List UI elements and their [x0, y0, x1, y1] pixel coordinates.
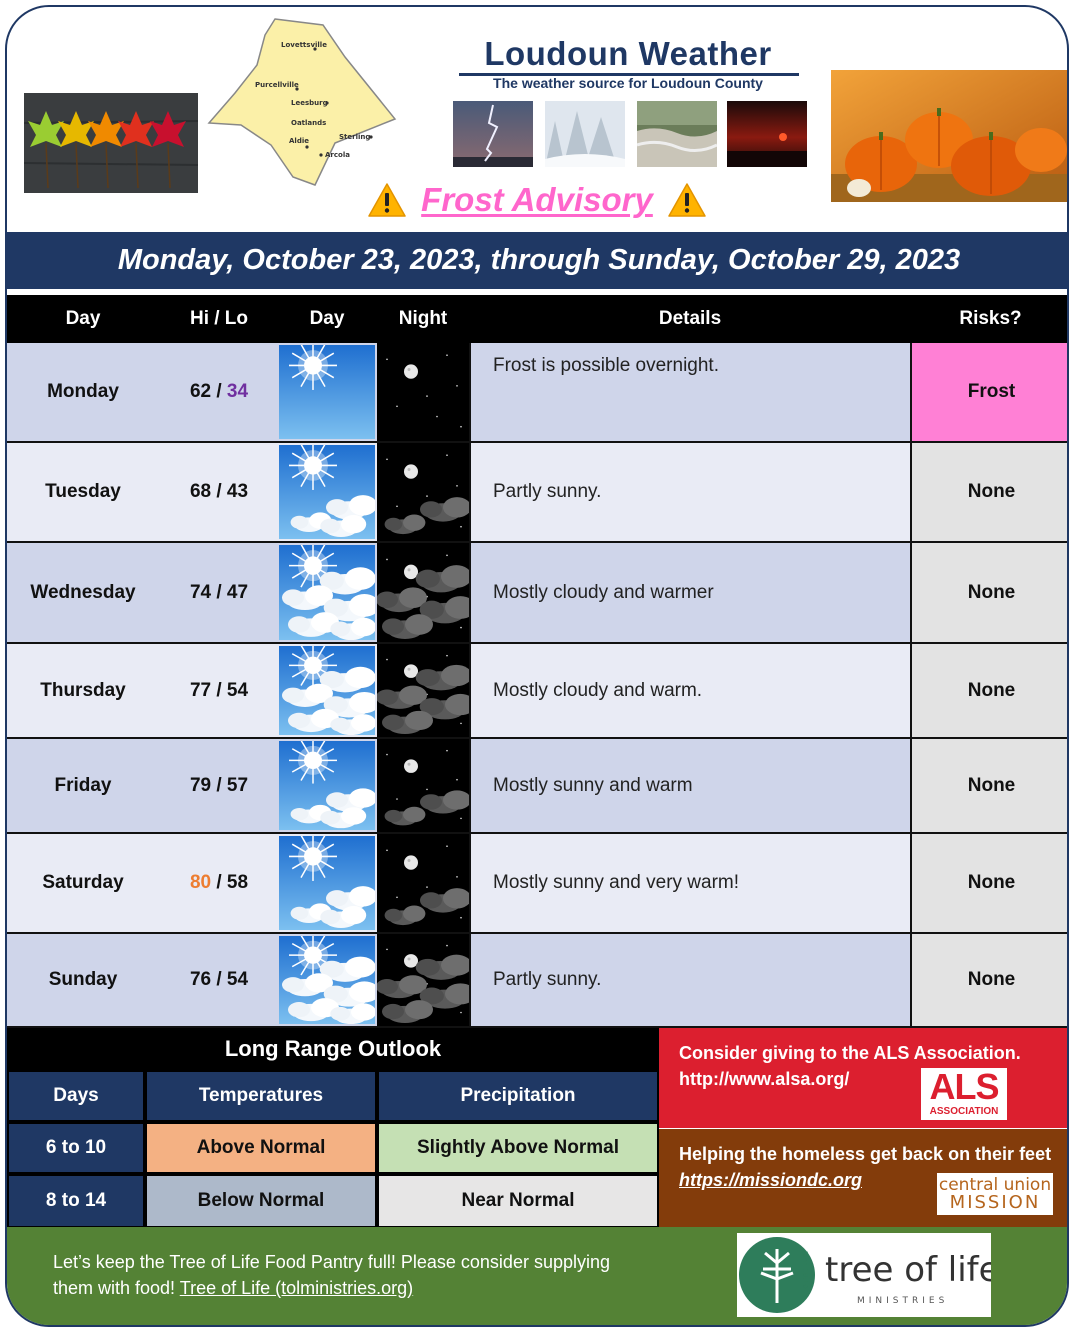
row-hi: 68: [189, 481, 212, 502]
row-hilo-sep: /: [216, 774, 222, 796]
forecast-row: [7, 443, 1069, 543]
forecast-row: [7, 543, 1069, 644]
row-hilo: [159, 934, 279, 1026]
svg-text:John 10:10: John 10:10: [801, 1251, 809, 1289]
row-lo: 57: [226, 774, 249, 796]
loudoun-county-map: [205, 15, 401, 191]
forecast-row: [7, 739, 1069, 834]
sunset-image: [727, 101, 807, 167]
mostly-cloudy-icon: [279, 934, 375, 1026]
sunny-icon: [279, 343, 375, 441]
row-details: Partly sunny.: [493, 481, 602, 502]
autumn-leaves-image: [24, 93, 198, 193]
row-lo: 43: [226, 481, 249, 502]
outlook-precip-cell: Near Normal: [379, 1176, 657, 1226]
forecast-row: [7, 644, 1069, 739]
row-hi: 74: [189, 581, 212, 603]
central-union-mission-logo: central union MISSION: [938, 1175, 1052, 1213]
mission-donation-box: [659, 1129, 1069, 1227]
row-lo: 54: [226, 969, 249, 990]
forecast-row: [7, 343, 1069, 443]
als-donation-box: [659, 1028, 1069, 1128]
mission-appeal-text: Helping the homeless get back on their feet: [679, 1144, 1052, 1164]
als-link[interactable]: http://www.alsa.org/: [679, 1069, 850, 1089]
partly-sunny-icon: [279, 739, 375, 832]
mission-link[interactable]: https://missiondc.org: [679, 1170, 863, 1190]
row-details: Mostly cloudy and warmer: [493, 581, 714, 603]
header-hilo: Hi / Lo: [189, 308, 249, 329]
partly-cloudy-night-icon: [377, 739, 469, 832]
row-hi: 80: [189, 872, 212, 893]
cloudy-night-icon: [377, 934, 469, 1026]
outlook-table: [7, 1070, 659, 1228]
outlook-temp-cell: Below Normal: [147, 1176, 375, 1226]
partly-cloudy-night-icon: [377, 834, 469, 932]
row-hilo: [159, 343, 279, 441]
header-day: Day: [65, 308, 101, 329]
lightning-image: [453, 101, 533, 167]
forecast-row: [7, 834, 1069, 934]
site-subtitle: The weather source for Loudoun County: [493, 75, 763, 91]
row-day: Monday: [47, 381, 119, 402]
svg-text:Arcola: Arcola: [325, 151, 350, 159]
mostly-cloudy-icon: [279, 543, 375, 642]
row-details: Partly sunny.: [493, 969, 602, 990]
row-hilo-sep: /: [216, 969, 222, 990]
mostly-cloudy-icon: [279, 644, 375, 737]
row-hi: 79: [189, 774, 212, 796]
row-lo: 34: [226, 381, 249, 402]
row-risk: None: [910, 543, 1069, 642]
outlook-header-temperatures: Temperatures: [147, 1072, 375, 1120]
row-lo: 54: [226, 679, 249, 701]
warning-icon: [667, 182, 707, 218]
cloudy-night-icon: [377, 644, 469, 737]
als-association-logo: ALS ASSOCIATION: [921, 1068, 1007, 1120]
row-hilo-sep: /: [216, 872, 222, 893]
header-day-icon: Day: [309, 308, 345, 329]
row-risk: None: [910, 443, 1069, 541]
svg-text:Purcellville: Purcellville: [255, 81, 299, 89]
svg-text:Sterling: Sterling: [339, 133, 371, 141]
footer-appeal-text: Let’s keep the Tree of Life Food Pantry full! Please consider supplying them with food!: [53, 1252, 610, 1298]
row-hilo: [159, 644, 279, 737]
row-hilo: [159, 834, 279, 932]
row-hi: 76: [189, 969, 212, 990]
row-day: Wednesday: [30, 581, 136, 603]
row-hilo-sep: /: [216, 581, 222, 603]
row-risk: None: [910, 834, 1069, 932]
svg-text:MINISTRIES: MINISTRIES: [857, 1296, 949, 1306]
partly-sunny-icon: [279, 834, 375, 932]
svg-text:Oatlands: Oatlands: [291, 119, 327, 127]
outlook-header-days: Days: [9, 1072, 143, 1120]
row-hi: 77: [189, 679, 212, 701]
svg-text:Lovettsville: Lovettsville: [281, 41, 327, 49]
tree-of-life-link[interactable]: Tree of Life (tolministries.org): [179, 1278, 414, 1298]
cloudy-night-icon: [377, 543, 469, 642]
svg-text:Aldie: Aldie: [289, 137, 309, 145]
row-hilo-sep: /: [216, 481, 222, 502]
row-hilo: [159, 739, 279, 832]
flood-image: [637, 101, 717, 167]
outlook-title: Long Range Outlook: [7, 1028, 659, 1070]
tree-of-life-logo: [737, 1233, 991, 1317]
header-night-icon: Night: [398, 308, 448, 329]
row-hilo-sep: /: [216, 679, 222, 701]
row-day: Friday: [54, 774, 112, 796]
als-appeal-text: Consider giving to the ALS Association.: [679, 1043, 1021, 1063]
row-risk: None: [910, 739, 1069, 832]
row-risk: None: [910, 644, 1069, 737]
svg-text:Leesburg: Leesburg: [291, 99, 328, 107]
outlook-days-cell: 6 to 10: [9, 1124, 143, 1172]
row-hilo-sep: /: [216, 381, 222, 402]
advisory-link[interactable]: Frost Advisory: [421, 181, 653, 218]
tree-of-life-footer: [7, 1227, 1069, 1327]
row-details: Mostly sunny and warm: [493, 774, 693, 796]
site-title: Loudoun Weather: [484, 35, 772, 72]
outlook-days-cell: 8 to 14: [9, 1176, 143, 1226]
frost-advisory: [367, 179, 707, 221]
row-day: Sunday: [48, 969, 118, 990]
partly-cloudy-night-icon: [377, 443, 469, 541]
header-details: Details: [658, 308, 722, 329]
row-lo: 58: [226, 872, 249, 893]
row-details: Mostly sunny and very warm!: [493, 872, 740, 893]
row-risk: Frost: [910, 343, 1069, 441]
row-day: Thursday: [40, 679, 126, 701]
partly-sunny-icon: [279, 443, 375, 541]
row-hi: 62: [189, 381, 212, 402]
row-hilo: [159, 443, 279, 541]
forecast-row: [7, 934, 1069, 1028]
outlook-header-precipitation: Precipitation: [379, 1072, 657, 1120]
row-details: Mostly cloudy and warm.: [493, 679, 703, 701]
row-day: Saturday: [42, 872, 124, 893]
row-hilo: [159, 543, 279, 642]
warning-icon: [367, 182, 407, 218]
date-range-banner: Monday, October 23, 2023, through Sunday, October 29, 2023: [7, 232, 1069, 292]
clear-night-icon: [377, 343, 469, 441]
row-day: Tuesday: [45, 481, 121, 502]
svg-text:tree of life: tree of life: [825, 1250, 991, 1290]
outlook-precip-cell: Slightly Above Normal: [379, 1124, 657, 1172]
pumpkins-image: [831, 70, 1067, 202]
row-risk: None: [910, 934, 1069, 1026]
header-risks: Risks?: [959, 308, 1022, 329]
weather-page: [5, 5, 1069, 1327]
snow-trees-image: [545, 101, 625, 167]
forecast-table-header: [7, 295, 1069, 343]
row-lo: 47: [226, 581, 249, 603]
row-details: Frost is possible overnight.: [493, 355, 719, 376]
outlook-temp-cell: Above Normal: [147, 1124, 375, 1172]
